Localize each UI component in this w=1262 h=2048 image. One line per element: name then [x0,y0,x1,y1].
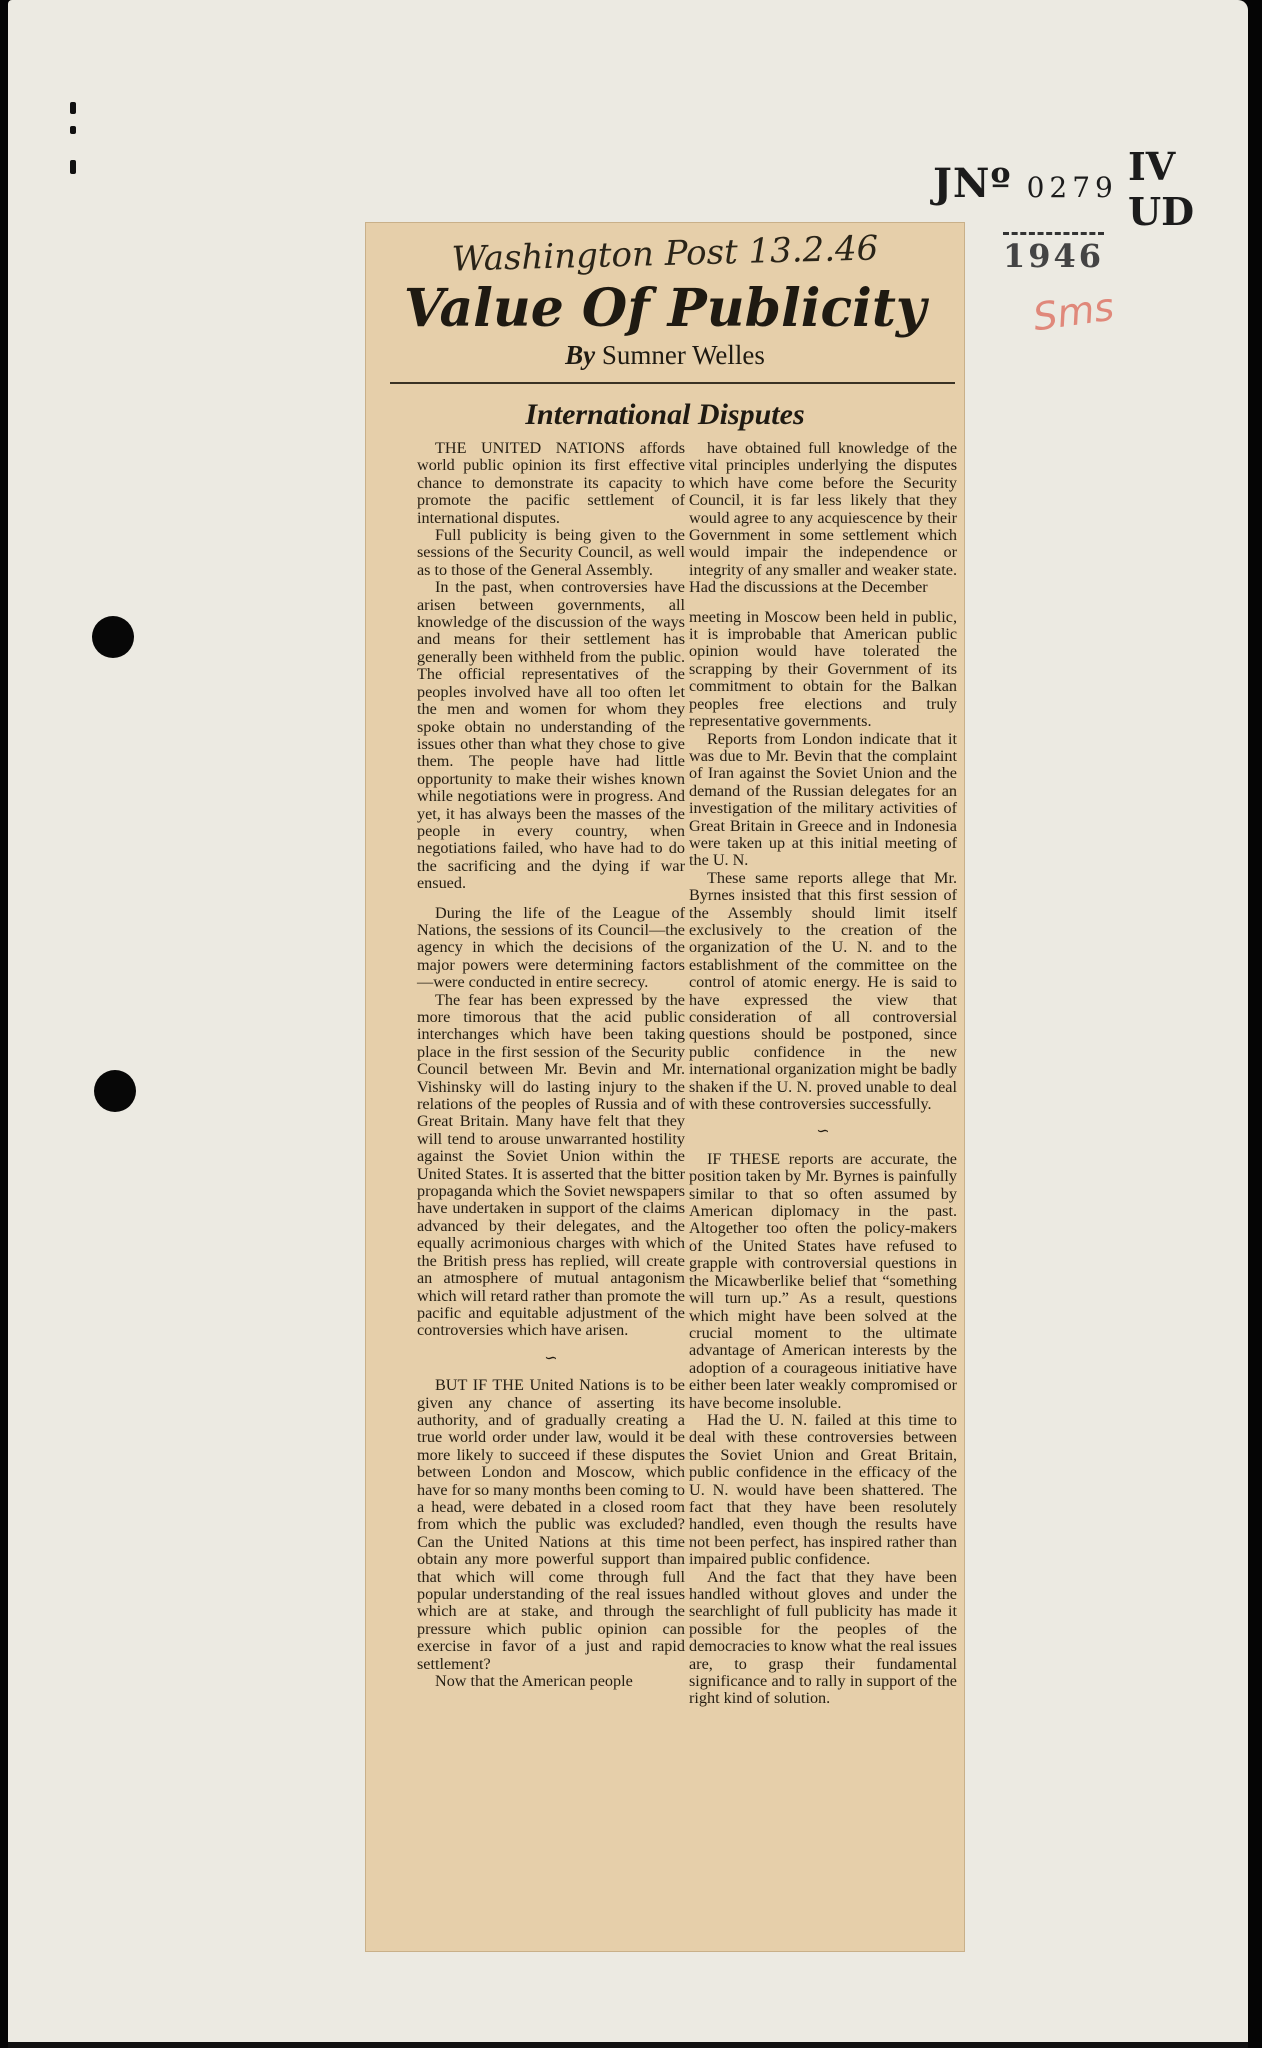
archive-stamp [933,144,1195,234]
paragraph: Reports from London indicate that it was due to Mr. Bevin that the complaint of Iran against the Soviet Union and the demand of the Russian delegates for an investigation of the military activities of Great Britain in Greece and in Indonesia were taken up at this initial meeting of the U. N. [689,729,957,870]
paragraph: These same reports allege that Mr. Byrnes insisted that this first session of the Assembly should limit itself exclusively to the creation of the organization of the U. N. and to the establishment of the committee on the control of atomic energy. He is said to have expressed the view that consideration of all controversial questions should be postponed, since public confidence in the new international organization might be badly shaken if the U. N. proved unable to deal with these controversies successfully. [689,868,957,1114]
paragraph: During the life of the League of Nations, the sessions of its Council—the agency in which the decisions of the major powers were determining factors—were conducted in entire secrecy. [417,903,685,992]
section-ornament: ∽ [816,1123,830,1141]
paragraph: Had the U. N. failed at this time to deal with these controversies between the Soviet Union and Great Britain, public confidence in the efficacy of the U. N. would have been shattered. The fact that they have been resolutely handled, even though the results have not been perfect, has inspired rather than impaired public confidence. [689,1410,957,1569]
paragraph: Full publicity is being given to the sessions of the Security Council, as well as to those of the General Assembly. [417,526,685,579]
newspaper-clipping [365,222,965,1952]
article-subhead: International Disputes [525,398,805,431]
article-column-right [689,440,957,1708]
handwritten-source: Washington Post 13.2.46 [451,228,879,280]
paragraph: meeting in Moscow been held in public, it is improbable that American public opinion would have tolerated the scrapping by their Government of its commitment to obtain for the Balkan peoples free elections and truly representative governments. [689,607,957,731]
byline-prefix: By [565,340,596,370]
paragraph: Now that the American people [435,1672,633,1691]
paragraph: THE UNITED NATIONS affords world public opinion its first effective chance to demonstrate its capacity to promote the pacific settlement of international disputes. [417,439,685,527]
punch-hole [92,616,134,658]
headline-rule [390,382,955,384]
paragraph: And the fact that they have been handled without gloves and under the searchlight of full publicity has made it possible for the peoples of the democracies to know what the real issues are, to grasp their fundamental significance and to rally in support of the right kind of solution. [689,1567,957,1708]
paragraph: In the past, when controversies have arisen between governments, all knowledge of the discussion of the ways and means for their settlement has generally been withheld from the public. The official representatives of the peoples involved have all too often let the men and women for whom they spoke obtain no understanding of the issues other than what they chose to give them. The people have had little opportunity to make their wishes known while negotiations were in progress. And yet, it has always been the masses of the people in every country, when negotiations failed, who have had to do the sacrificing and the dying if war ensued. [417,578,685,893]
archive-sheet [8,0,1248,2048]
paragraph: BUT IF THE United Nations is to be given any chance of asserting its authority, and of gradually creating a true world order under law, would it be more likely to succeed if these disputes between London and Moscow, which have for so many months been coming to a head, were debated in a closed room from which the public was excluded? Can the United Nations at this time obtain any more powerful support than that which will come through full popular understanding of the real issues which are at stake, and through the pressure which public opinion can exercise in favor of a just and rapid settlement? [417,1376,685,1673]
stamp-number: 0279 [1026,171,1118,204]
byline-name: Sumner Welles [601,340,765,370]
paragraph: have obtained full knowledge of the vital principles underlying the disputes which have come before the Security Council, it is far less likely that they would agree to any acquiescence by their Government in some settlement which would impair the independence or integrity of any smaller and weaker state. Had the discussions at the December [689,439,957,597]
stamp-section: IV UD [1128,144,1195,234]
margin-mark [70,102,76,114]
punch-hole [94,1070,136,1112]
margin-mark [70,126,76,134]
paragraph: The fear has been expressed by the more timorous that the acid public interchanges which have been taking place in the first session of the Security Council between Mr. Bevin and Mr. Vishinsky will do lasting injury to the relations of the peoples of Russia and of Great Britain. Many have felt that they will tend to arouse unwarranted hostility against the Soviet Union within the United States. It is asserted that the bitter propaganda which the Soviet newspapers have undertaken in support of the claims advanced by their delegates, and the equally acrimonious charges with which the British press has replied, will create an atmosphere of mutual antagonism which will retard rather than promote the pacific and equitable adjustment of the controversies which have arisen. [417,990,685,1340]
margin-mark [70,160,76,174]
stamp-label: JNº [933,160,1012,207]
article-column-left [417,440,685,1690]
article-byline [365,340,965,371]
stamp-year: 1946 [1003,232,1104,275]
handwritten-initials: Sms [1030,284,1117,340]
article-headline: Value Of Publicity [403,278,927,339]
section-ornament: ∽ [544,1349,558,1367]
paragraph: IF THESE reports are accurate, the position taken by Mr. Byrnes is painfully similar to that so often assumed by American diplomacy in the past. Altogether too often the policy-makers of the United States have refused to grapple with controversial questions in the Micawberlike belief that “something will turn up.” As a result, questions which might have been solved at the crucial moment to the ultimate advantage of American interests by the adoption of a courageous initiative have either been later weakly compromised or have become insoluble. [689,1149,957,1412]
